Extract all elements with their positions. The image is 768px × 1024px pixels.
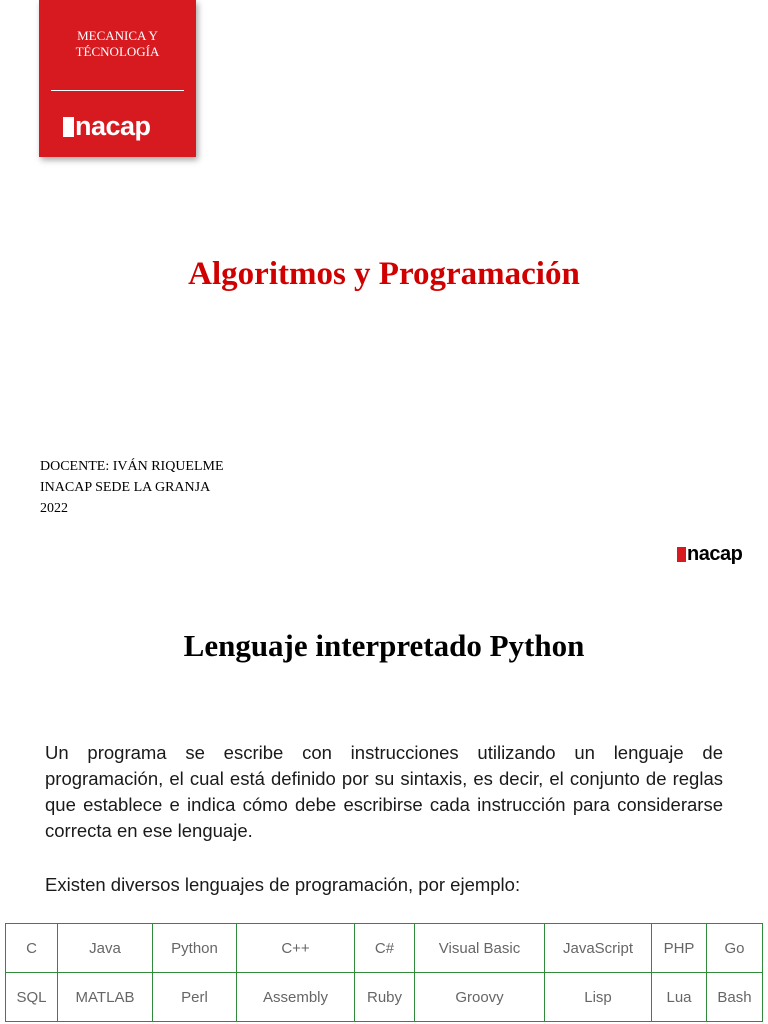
table-cell: Assembly	[237, 973, 355, 1022]
table-cell: Visual Basic	[415, 924, 545, 973]
inacap-logo-small	[677, 543, 742, 566]
inacap-logo	[63, 108, 151, 144]
badge-line-2: TÉCNOLOGÍA	[75, 44, 160, 59]
brand-badge	[39, 0, 196, 157]
sede-line: INACAP SEDE LA GRANJA	[40, 480, 211, 495]
table-cell: JavaScript	[545, 924, 652, 973]
table-cell: Perl	[153, 973, 237, 1022]
badge-department	[39, 28, 196, 60]
badge-divider	[51, 90, 184, 91]
table-cell: C#	[355, 924, 415, 973]
docente-line: DOCENTE: IVÁN RIQUELME	[40, 459, 224, 474]
section-title: Lenguaje interpretado Python	[183, 628, 585, 663]
table-cell: MATLAB	[58, 973, 153, 1022]
table-cell: Python	[153, 924, 237, 973]
table-cell: Go	[707, 924, 763, 973]
table-cell: PHP	[652, 924, 707, 973]
table-cell: Java	[58, 924, 153, 973]
table-cell: SQL	[6, 973, 58, 1022]
logo-wordmark: nacap	[687, 543, 743, 565]
table-cell: Groovy	[415, 973, 545, 1022]
logo-square-icon	[63, 117, 74, 137]
languages-table	[5, 923, 763, 1022]
intro-paragraph: Un programa se escribe con instrucciones utilizando un lenguaje de programación, el cual está definido por su sintaxis, es decir, el conjunto de reglas que establece e indica cómo debe escribirse cada instrucción para considerarse correcta en ese lenguaje.	[45, 742, 723, 841]
table-cell: C++	[237, 924, 355, 973]
page-title: Algoritmos y Programación	[188, 256, 580, 292]
badge-line-1: MECANICA Y	[77, 28, 158, 43]
table-row	[6, 924, 763, 973]
logo-wordmark: nacap	[75, 110, 151, 141]
table-row	[6, 973, 763, 1022]
logo-square-icon	[677, 547, 686, 562]
table-cell: Ruby	[355, 973, 415, 1022]
author-info	[40, 456, 224, 519]
table-cell: C	[6, 924, 58, 973]
year-line: 2022	[40, 501, 68, 516]
table-cell: Lua	[652, 973, 707, 1022]
table-cell: Lisp	[545, 973, 652, 1022]
examples-paragraph: Existen diversos lenguajes de programación, por ejemplo:	[45, 874, 521, 895]
table-cell: Bash	[707, 973, 763, 1022]
